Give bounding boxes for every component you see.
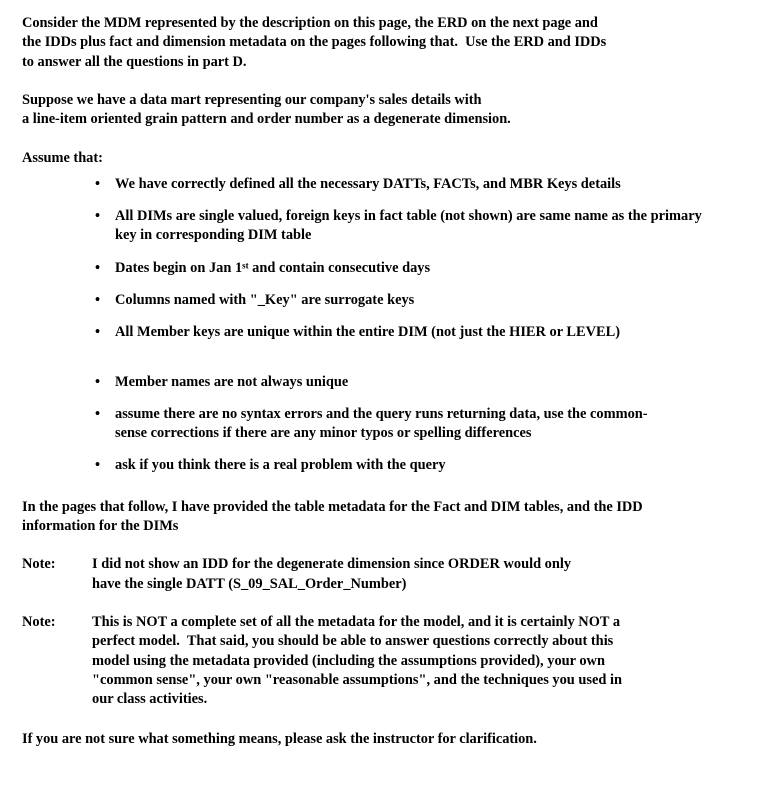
list-item: [22, 405, 718, 444]
list-item-line: key in corresponding DIM table: [115, 227, 312, 244]
list-item: [22, 291, 718, 310]
suppose-line-1: Suppose we have a data mart representing our company's sales details with: [22, 91, 482, 108]
intro-paragraph: [22, 14, 702, 72]
list-item-line: Dates begin on Jan 1st and contain consecutive days: [115, 259, 431, 276]
intro-line-3: to answer all the questions in part D.: [22, 53, 247, 70]
intro-line-2: the IDDs plus fact and dimension metadata on the pages following that. Use the ERD and IDDs: [22, 34, 607, 51]
list-item: [22, 175, 718, 194]
assume-heading-text: Assume that:: [22, 150, 103, 167]
list-item-line: All Member keys are unique within the entire DIM (not just the HIER or LEVEL): [115, 324, 621, 341]
pages-follow-line-2: information for the DIMs: [22, 518, 179, 535]
list-item: [22, 373, 718, 392]
note-block-two: [22, 613, 718, 709]
bullet-icon: •: [95, 291, 101, 308]
list-item-line: ask if you think there is a real problem with the query: [115, 457, 446, 474]
list-item: [22, 207, 718, 246]
bullet-icon: •: [95, 457, 101, 474]
bullet-icon: •: [95, 175, 101, 192]
list-item-line: We have correctly defined all the necessary DATTs, FACTs, and MBR Keys details: [115, 175, 621, 192]
bullet-icon: •: [95, 259, 101, 276]
note-label: Note:: [22, 613, 56, 630]
list-item-line: assume there are no syntax errors and the query runs returning data, use the common-: [115, 405, 648, 422]
list-item-line: Member names are not always unique: [115, 373, 349, 390]
bullet-icon: •: [95, 208, 101, 225]
intro-line-1: Consider the MDM represented by the description on this page, the ERD on the next page and: [22, 15, 598, 31]
note-label: Note:: [22, 556, 56, 573]
assumptions-list: [22, 175, 718, 476]
suppose-line-2: a line-item oriented grain pattern and order number as a degenerate dimension.: [22, 111, 511, 128]
note-two-line-1: This is NOT a complete set of all the metadata for the model, and it is certainly NOT a: [92, 613, 621, 630]
suppose-paragraph: [22, 91, 718, 130]
list-item: [22, 259, 718, 278]
closing-line-1: If you are not sure what something means, please ask the instructor for clarification.: [22, 731, 537, 748]
list-item: [22, 323, 718, 342]
closing-paragraph: [22, 730, 718, 749]
note-two-line-5: our class activities.: [92, 691, 208, 708]
list-item-line: Columns named with "_Key" are surrogate keys: [115, 291, 415, 308]
bullet-icon: •: [95, 324, 101, 341]
bullet-icon: •: [95, 373, 101, 390]
note-one-line-2: have the single DATT (S_09_SAL_Order_Number): [92, 575, 407, 592]
list-item-line: All DIMs are single valued, foreign keys in fact table (not shown) are same name as the primary: [115, 208, 702, 225]
note-two-line-2: perfect model. That said, you should be able to answer questions correctly about this: [92, 633, 614, 650]
note-one-line-1: I did not show an IDD for the degenerate dimension since ORDER would only: [92, 556, 572, 573]
list-item-line: sense corrections if there are any minor typos or spelling differences: [115, 425, 532, 442]
assume-heading: [22, 149, 718, 168]
note-two-line-3: model using the metadata provided (including the assumptions provided), your own: [92, 652, 605, 669]
note-two-line-4: "common sense", your own "reasonable assumptions", and the techniques you used in: [92, 671, 622, 688]
list-item: [22, 456, 718, 475]
pages-follow-paragraph: [22, 498, 718, 537]
note-block-one: [22, 555, 718, 594]
pages-follow-line-1: In the pages that follow, I have provided the table metadata for the Fact and DIM tables, and the IDD: [22, 498, 643, 515]
bullet-icon: •: [95, 405, 101, 422]
